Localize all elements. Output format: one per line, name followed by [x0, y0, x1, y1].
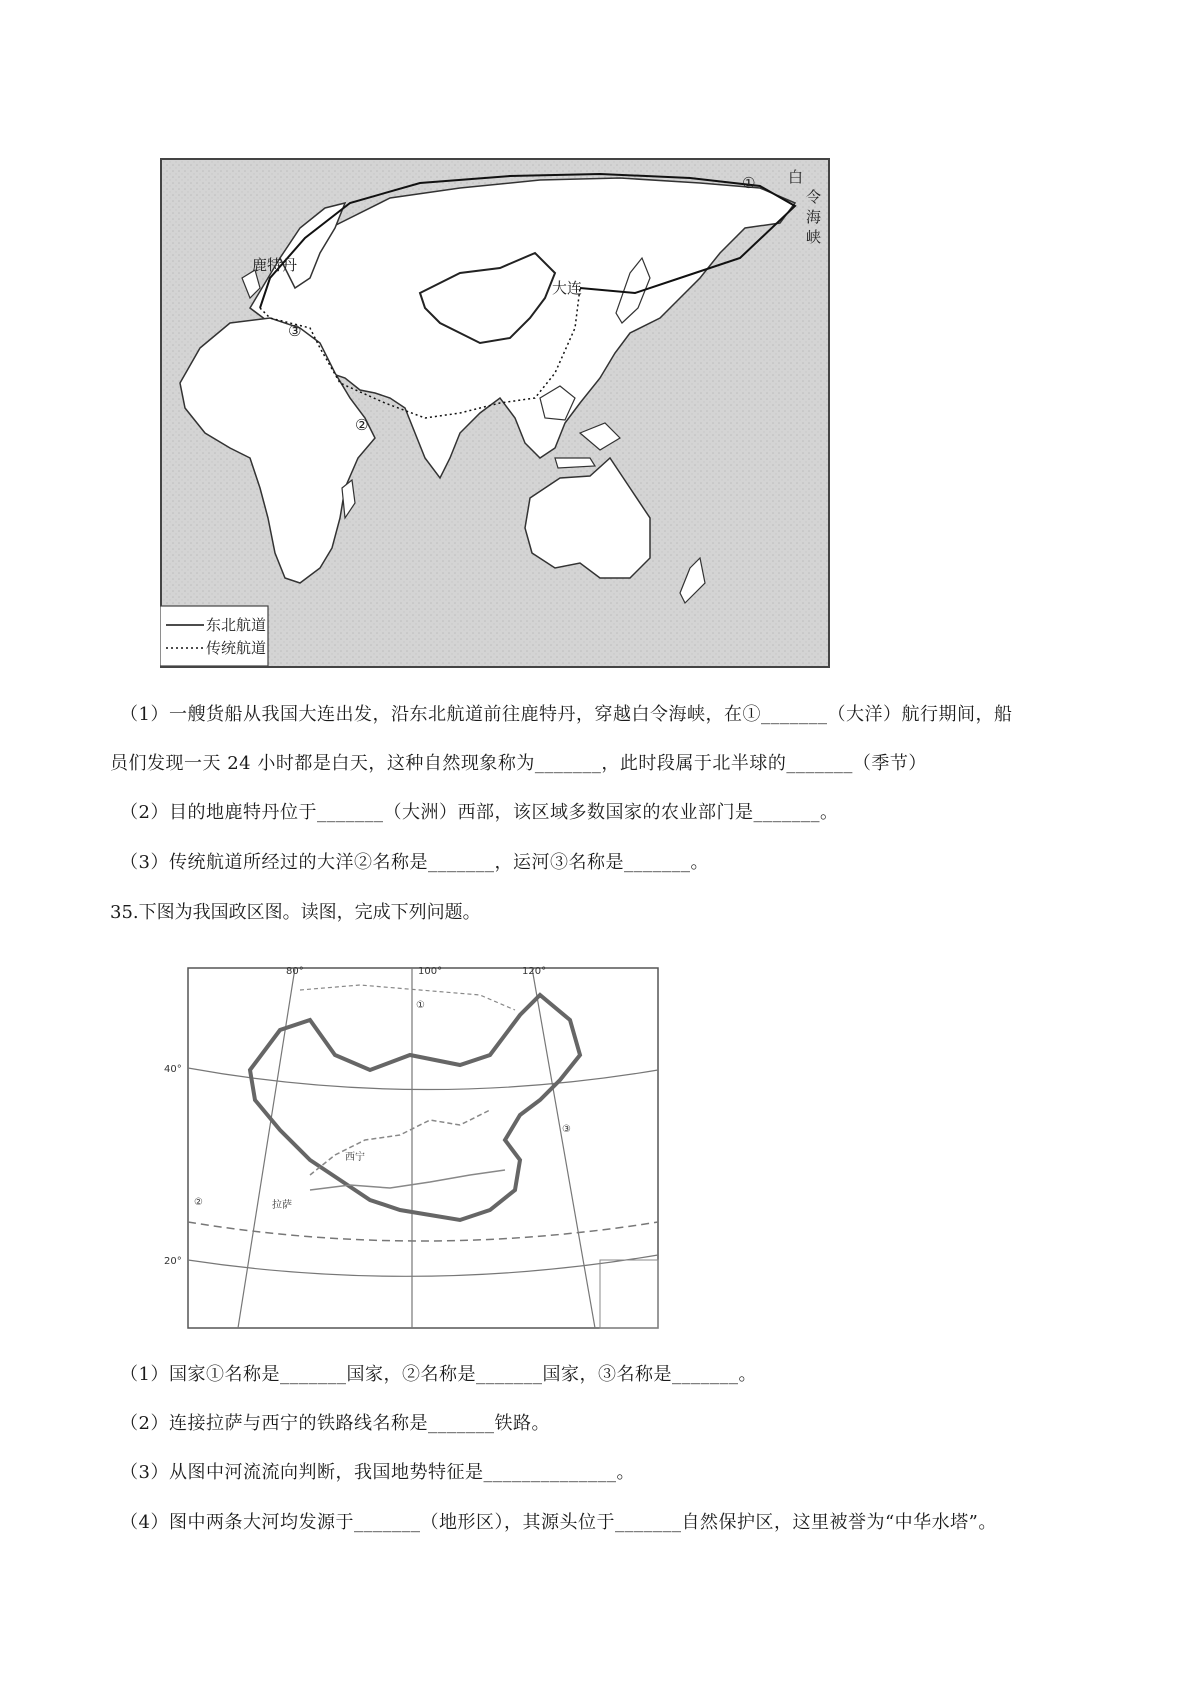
label-bering-1: 白: [788, 168, 804, 186]
map2-marker-1: ①: [416, 1000, 425, 1011]
legend-traditional-label: 传统航道: [206, 639, 267, 657]
label-bering-2: 令: [806, 188, 822, 206]
q35-heading: 35.下图为我国政区图。读图，完成下列问题。: [110, 902, 481, 923]
q34-part2: （2）目的地鹿特丹位于_______（大洲）西部，该区域多数国家的农业部门是_______。: [120, 802, 839, 823]
shipping-routes-map: [160, 158, 830, 668]
map2-marker-2: ②: [194, 1197, 203, 1208]
q34-part3: （3）传统航道所经过的大洋②名称是_______，运河③名称是_______。: [120, 852, 709, 873]
shipping-routes-map-svg: [160, 158, 830, 668]
map2-marker-3: ③: [562, 1124, 571, 1135]
map1-marker-3: ③: [288, 322, 302, 340]
lon-80-label: 80°: [286, 966, 304, 977]
lon-120-label: 120°: [522, 966, 547, 977]
label-bering-4: 峡: [806, 228, 822, 246]
q35-part2: （2）连接拉萨与西宁的铁路线名称是_______铁路。: [120, 1413, 550, 1434]
label-bering-3: 海: [806, 208, 822, 226]
q34-part1-line2: 员们发现一天 24 小时都是白天，这种自然现象称为_______，此时段属于北半球的_______（季节）: [110, 753, 927, 774]
label-rotterdam: 鹿特丹: [252, 256, 298, 274]
map1-marker-1: ①: [742, 174, 756, 192]
china-political-map-svg: [160, 960, 670, 1340]
legend-northeast-label: 东北航道: [206, 616, 267, 634]
china-political-map: [160, 960, 670, 1340]
q35-part4: （4）图中两条大河均发源于_______（地形区），其源头位于_______自然保护区，这里被誉为“中华水塔”。: [120, 1512, 997, 1533]
map2-frame: [188, 968, 658, 1328]
map1-marker-2: ②: [355, 416, 369, 434]
map1-legend: [160, 606, 268, 666]
label-xining: 西宁: [345, 1152, 365, 1163]
label-lasa: 拉萨: [272, 1200, 292, 1211]
label-dalian: 大连: [552, 279, 583, 297]
q35-part1: （1）国家①名称是_______国家，②名称是_______国家，③名称是_______。: [120, 1364, 757, 1385]
lat-20-label: 20°: [164, 1256, 182, 1267]
q34-part1-line1: （1）一艘货船从我国大连出发，沿东北航道前往鹿特丹，穿越白令海峡，在①_______（大洋）航行期间，船: [120, 704, 1013, 725]
lat-40-label: 40°: [164, 1064, 182, 1075]
lon-100-label: 100°: [418, 966, 443, 977]
q35-part3: （3）从图中河流流向判断，我国地势特征是______________。: [120, 1462, 635, 1483]
